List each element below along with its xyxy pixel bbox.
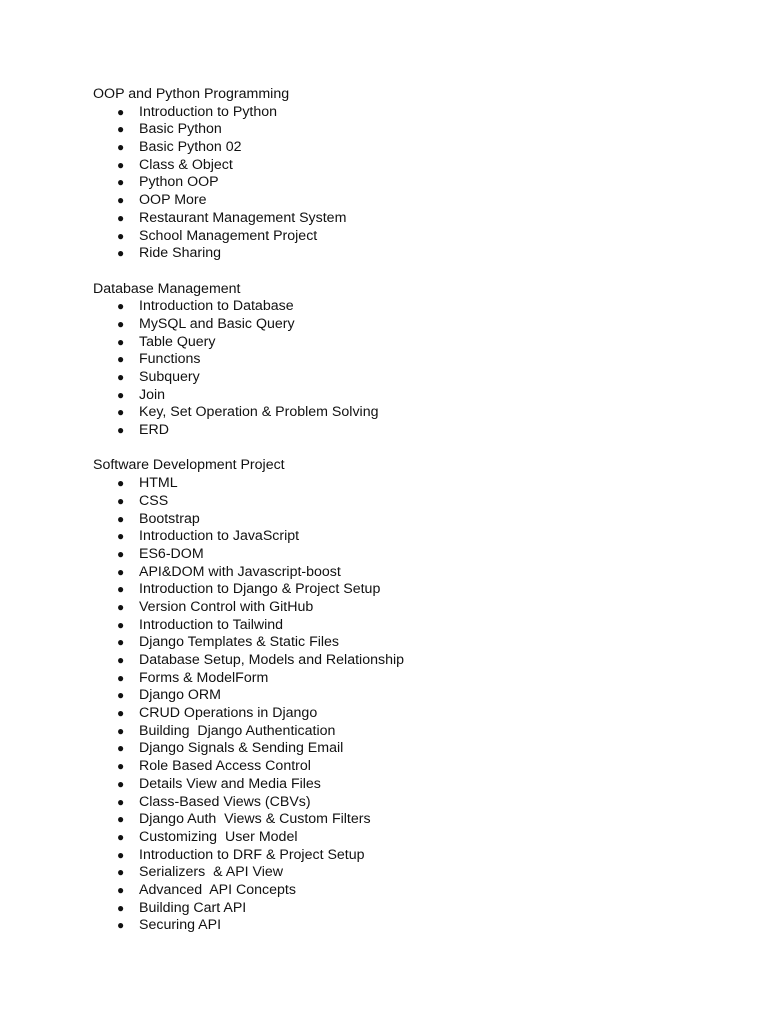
list-item xyxy=(93,192,713,210)
list-item xyxy=(93,564,713,582)
list-item-text: Introduction to DRF & Project Setup xyxy=(139,846,365,863)
bullet-icon: ● xyxy=(117,511,125,526)
list-item xyxy=(93,157,713,175)
section-title: Software Development Project xyxy=(93,457,285,474)
bullet-icon: ● xyxy=(117,122,125,137)
list-item-text: Class & Object xyxy=(139,156,233,173)
list-item xyxy=(93,723,713,741)
bullet-icon: ● xyxy=(117,493,125,508)
list-item xyxy=(93,210,713,228)
bullet-icon: ● xyxy=(117,246,125,261)
list-item xyxy=(93,228,713,246)
bullet-icon: ● xyxy=(117,882,125,897)
list-item xyxy=(93,298,713,316)
list-item-text: Serializers & API View xyxy=(139,864,284,881)
list-item xyxy=(93,794,713,812)
list-item-text: CSS xyxy=(139,492,169,509)
bullet-icon: ● xyxy=(117,706,125,721)
list-item-text: Bootstrap xyxy=(139,510,200,527)
list-item xyxy=(93,422,713,440)
list-item-text: School Management Project xyxy=(139,227,318,244)
list-item xyxy=(93,882,713,900)
list-item xyxy=(93,387,713,405)
bullet-icon: ● xyxy=(117,546,125,561)
bullet-icon: ● xyxy=(117,387,125,402)
list-item xyxy=(93,174,713,192)
list-item-text: Class-Based Views (CBVs) xyxy=(139,793,311,810)
list-item xyxy=(93,511,713,529)
list-item-text: Building Cart API xyxy=(139,899,247,916)
list-item-text: Introduction to Tailwind xyxy=(139,616,284,633)
list-item xyxy=(93,599,713,617)
bullet-icon: ● xyxy=(117,847,125,862)
list-item-text: Advanced API Concepts xyxy=(139,881,296,898)
list-item xyxy=(93,758,713,776)
bullet-icon: ● xyxy=(117,900,125,915)
list-item-text: Details View and Media Files xyxy=(139,775,321,792)
list-item-text: Securing API xyxy=(139,917,222,934)
list-item xyxy=(93,811,713,829)
bullet-icon: ● xyxy=(117,653,125,667)
list-item-text: MySQL and Basic Query xyxy=(139,315,295,332)
bullet-icon: ● xyxy=(117,405,125,420)
list-item xyxy=(93,917,713,935)
bullet-icon: ● xyxy=(117,741,125,756)
list-item xyxy=(93,404,713,422)
list-item-text: Introduction to Python xyxy=(139,103,278,120)
list-item-text: Functions xyxy=(139,351,201,368)
list-item-text: Django Signals & Sending Email xyxy=(139,740,344,757)
list-item-text: Role Based Access Control xyxy=(139,758,311,775)
bullet-icon: ● xyxy=(117,829,125,844)
list-item-text: Table Query xyxy=(139,333,216,350)
list-item-text: Basic Python 02 xyxy=(139,139,242,156)
bullet-icon: ● xyxy=(117,193,125,208)
list-item-text: Building Django Authentication xyxy=(139,722,336,739)
list-item-text: Subquery xyxy=(139,369,200,385)
bullet-icon: ● xyxy=(117,582,125,597)
list-item-text: ES6-DOM xyxy=(139,545,204,562)
bullet-icon: ● xyxy=(117,723,125,738)
list-item xyxy=(93,493,713,511)
list-item-text: Version Control with GitHub xyxy=(139,598,314,615)
bullet-icon: ● xyxy=(117,670,125,685)
bullet-icon: ● xyxy=(117,635,125,650)
bullet-icon: ● xyxy=(117,157,125,172)
section-title: Database Management xyxy=(93,280,241,297)
list-item-text: Django Templates & Static Files xyxy=(139,634,340,651)
list-item xyxy=(93,670,713,688)
list-item-text: API&DOM with Javascript-boost xyxy=(139,563,341,580)
list-item-text: ERD xyxy=(139,422,169,439)
section-oop-python xyxy=(93,86,713,263)
bullet-icon: ● xyxy=(117,812,125,827)
list-item xyxy=(93,316,713,334)
bullet-list xyxy=(93,475,713,935)
list-item-text: Introduction to Django & Project Setup xyxy=(139,581,381,598)
list-item xyxy=(93,864,713,882)
list-item xyxy=(93,546,713,564)
list-item-text: OOP More xyxy=(139,192,207,209)
bullet-list xyxy=(93,104,713,263)
bullet-icon: ● xyxy=(117,316,125,331)
section-software-development xyxy=(93,457,713,935)
list-item-text: Restaurant Management System xyxy=(139,209,347,226)
list-item-text: Database Setup, Models and Relationship xyxy=(139,652,405,668)
section-database-management xyxy=(93,281,713,440)
list-item xyxy=(93,847,713,865)
list-item-text: Django Auth Views & Custom Filters xyxy=(139,811,371,828)
bullet-icon: ● xyxy=(117,370,125,384)
list-item-text: Forms & ModelForm xyxy=(139,669,269,686)
bullet-icon: ● xyxy=(117,476,125,491)
bullet-icon: ● xyxy=(117,175,125,190)
bullet-icon: ● xyxy=(117,210,125,225)
bullet-icon: ● xyxy=(117,299,125,314)
list-item-text: Basic Python xyxy=(139,121,222,138)
list-item xyxy=(93,900,713,918)
bullet-icon: ● xyxy=(117,918,125,933)
list-item xyxy=(93,528,713,546)
list-item-text: Python OOP xyxy=(139,174,219,191)
list-item-text: Ride Sharing xyxy=(139,245,222,262)
list-item-text: Introduction to Database xyxy=(139,298,294,315)
list-item xyxy=(93,475,713,493)
list-item-text: Key, Set Operation & Problem Solving xyxy=(139,404,379,421)
bullet-icon: ● xyxy=(117,776,125,791)
list-item xyxy=(93,829,713,847)
list-item xyxy=(93,245,713,263)
list-item-text: Join xyxy=(139,386,166,403)
list-item xyxy=(93,705,713,723)
list-item xyxy=(93,104,713,122)
list-item-text: Introduction to JavaScript xyxy=(139,528,300,545)
list-item xyxy=(93,334,713,352)
list-item-text: CRUD Operations in Django xyxy=(139,705,318,722)
bullet-icon: ● xyxy=(117,688,125,703)
bullet-icon: ● xyxy=(117,564,125,579)
list-item xyxy=(93,634,713,652)
bullet-icon: ● xyxy=(117,794,125,809)
bullet-icon: ● xyxy=(117,759,125,774)
bullet-icon: ● xyxy=(117,865,125,880)
document-page xyxy=(93,86,713,953)
list-item xyxy=(93,581,713,599)
list-item xyxy=(93,351,713,369)
list-item-text: HTML xyxy=(139,475,178,492)
bullet-icon: ● xyxy=(117,140,125,155)
list-item xyxy=(93,776,713,794)
bullet-icon: ● xyxy=(117,617,125,632)
bullet-icon: ● xyxy=(117,228,125,243)
bullet-icon: ● xyxy=(117,334,125,349)
list-item xyxy=(93,740,713,758)
list-item-text: Django ORM xyxy=(139,687,222,704)
list-item xyxy=(93,369,713,387)
list-item-text: Customizing User Model xyxy=(139,828,298,845)
bullet-icon: ● xyxy=(117,104,125,119)
section-title: OOP and Python Programming xyxy=(93,86,290,102)
bullet-list xyxy=(93,298,713,440)
list-item xyxy=(93,687,713,705)
list-item xyxy=(93,139,713,157)
bullet-icon: ● xyxy=(117,599,125,614)
bullet-icon: ● xyxy=(117,352,125,367)
list-item xyxy=(93,617,713,635)
list-item xyxy=(93,121,713,139)
bullet-icon: ● xyxy=(117,529,125,544)
bullet-icon: ● xyxy=(117,423,125,438)
list-item xyxy=(93,652,713,670)
